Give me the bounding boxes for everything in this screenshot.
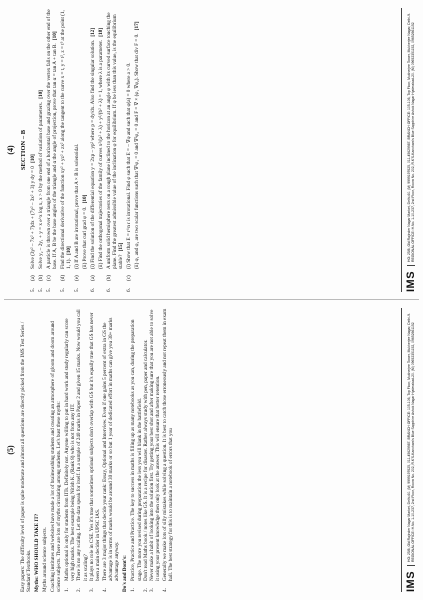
- question-text: [60, 8, 73, 269]
- list-text: Don't read Maths book / notes like GS. It is a recipe for disaster. Rather always study with pen, paper and calculator.: [142, 339, 149, 581]
- list-text: Maths optional is only for students from IITs. Definitely not. Anyone willing to put in hard work and study regularly can score very high marks. The best example being Nitish K. (Rank 8) who is not from any IIT.: [63, 318, 77, 581]
- section-title: SECTION – B: [20, 129, 27, 171]
- question: [82, 8, 88, 292]
- paragraph: Coaching institutes and websites have made a lot of brainwashing students and creating an atmosphere of gloom and doom around science subjects. There are lots of myths circulating among students. Let's bust these myths:: [49, 321, 62, 592]
- question: [60, 8, 73, 292]
- question-body: (i) If A and B are irrotational, prove that A × B is solenoidal.: [74, 143, 81, 269]
- question: [38, 8, 44, 292]
- question-body: A particle is thrown over a triangle from one end of a horizontal base and grazing over the vertex falls on the other end of the base. If A, B be the base angles of the triangle and α the angle of projection, prove that tan α = tan A + tan B.: [45, 9, 59, 269]
- paragraph: Myths: WHO SHOULD TAKE IT?: [34, 513, 41, 592]
- question-marks: [10]: [82, 194, 89, 204]
- question-part: (b): [37, 274, 44, 281]
- list-number: 4.: [101, 588, 108, 592]
- list-text: It plays no role in CSE. Yes it's true that sometimes optional subjects don't overlap with GS but it's equally true that GS has never been a main decider in UPSC IAS.: [88, 312, 102, 581]
- question-part: (e): [74, 275, 81, 281]
- list-item: [102, 308, 121, 592]
- page-5: [0, 300, 423, 600]
- question-number: 5.: [45, 288, 52, 292]
- question-part: [134, 269, 140, 281]
- paragraph: Easy papers: The difficulty level of paper is quite moderate and almost all questions are directly picked from the IMS Test Series / Standard Textbooks.: [20, 321, 33, 592]
- page-5-text: [20, 308, 174, 592]
- footer-line: HO: 25/8, Old Rajinder Nagar Market, Delhi-60. (M) 9999197625, 011-45629987. BRANCH OFFICE: 105-106, Top Floor, Mukherjee Tower, Mukherjee Nagar, Delhi-9.: [406, 313, 411, 562]
- list-number: 1.: [63, 588, 70, 592]
- question-marks: [12]: [89, 28, 96, 37]
- list-number: 2.: [76, 588, 83, 592]
- question-part: [98, 269, 104, 281]
- question: [126, 8, 132, 292]
- question-body: Solve y₂ – 2y₁ + y = x e^x log x, x > 0 by the method of variation of parameters.: [37, 102, 44, 269]
- list-item: [89, 308, 102, 592]
- list-item: [162, 308, 175, 592]
- question-part: (d): [59, 274, 66, 281]
- question-text: [46, 8, 59, 269]
- question-text: [106, 8, 125, 269]
- question-text: [82, 8, 88, 269]
- question-marks: [10]: [52, 31, 59, 41]
- question-number: 5.: [37, 288, 44, 292]
- question: [106, 8, 125, 292]
- question-body: Find the directional derivative of the function xy² + yz² + zx² along the tangent to the curve x = t, y = t², z = t³ at the point (1, 1, 1).: [59, 10, 73, 269]
- list-item: [130, 308, 143, 592]
- question-marks: [17]: [134, 21, 141, 31]
- question-marks: [10]: [37, 90, 44, 99]
- question-part: [82, 269, 88, 281]
- paragraph: Myths around science subjects.: [41, 527, 48, 592]
- question-part: (a): [30, 275, 36, 281]
- question-marks: [10]: [30, 154, 36, 163]
- list-number: 1.: [130, 588, 137, 592]
- page-footer: [401, 8, 420, 292]
- footer-line: REGIONAL OFFICE: H.No. 1-10-237, 2nd Floor, Room No. 202, R.K'S-Kancham's Blue Sapphire Ashok Nagar Hyderabad-20. (M) 09652351152, 09652661152: [411, 22, 415, 262]
- question-number: [134, 281, 140, 292]
- question: [98, 8, 104, 292]
- question-text: [74, 8, 80, 269]
- question-number: 6.: [89, 288, 96, 292]
- list-text: Generally we make lots of silly mistakes while solving a question. It is best to catch those erroneously and not repeat them in exam hall. The best strategy for this is to maintain a notebook of errors that you: [161, 308, 175, 581]
- question-text: [98, 8, 104, 269]
- question-marks: [15]: [118, 242, 125, 252]
- question-text: [134, 8, 140, 269]
- question-part: (a): [89, 275, 96, 281]
- question-number: 6.: [105, 288, 112, 292]
- question-body: (i) Show that E = r^n r is irrotational. Find φ such that E = – ∇φ and such that φ(a) = 0 where a > 0.: [126, 62, 133, 269]
- footer-address: [407, 308, 416, 566]
- footer-line: HO: 25/8, Old Rajinder Nagar Market, Delhi-60. (M) 9999197625, 011-45629987. BRANCH OFFICE: 105-106, Top Floor, Mukherjee Tower, Mukherjee Nagar, Delhi-9.: [406, 13, 411, 262]
- list-text: Practice, Practice and Practice. The key to success in maths is filling up as many notebooks as you can, during the preparation stage. The more you revised during preparation the less you will blank in the battlefield.: [130, 319, 143, 581]
- question-number: [82, 281, 88, 292]
- list-number: 3.: [88, 588, 95, 592]
- question: [74, 8, 80, 292]
- question-part: (c): [126, 275, 133, 281]
- footer-line: REGIONAL OFFICE: H.No. 1-10-237, 2nd Floor, Room No. 202, R.K'S-Kancham's Blue Sapphire Ashok Nagar Hyderabad-20. (M) 09652351152, 09652661152: [411, 322, 415, 562]
- question: [90, 8, 96, 292]
- question-number: 6.: [126, 288, 133, 292]
- list-text: There is no any scaling. Let the data speak for itself. In a sample of 240 marks in Paper 2 and given 15 marks. Now would you call it as scaling?: [76, 309, 89, 581]
- question-number: 5.: [30, 288, 36, 292]
- question-list: [30, 8, 140, 292]
- question-body: A uniform solid hemisphere rests on a rough plane inclined to the horizon at an angle φ with its curved surface touching the plane. Find the greatest admissible value of the inclination φ for equilibrium. If φ be less than this value, is the equilibrium stable?: [105, 12, 125, 269]
- footer-address: [407, 8, 416, 266]
- question-text: [30, 8, 36, 269]
- ims-logo: IMS: [405, 270, 417, 292]
- question-body: (ii) Prove that curl grad φ = 0.: [82, 206, 89, 269]
- page-number: (5): [6, 445, 15, 455]
- page-number: (4): [6, 145, 15, 155]
- list-number: 3.: [149, 588, 156, 592]
- list-item: [149, 308, 162, 592]
- page-footer: [401, 308, 420, 592]
- question-text: [126, 8, 132, 269]
- question-body: Solve (3y² – 7x² + 7)dx + (7y² – 3x² + 3) y dy = 0: [30, 166, 36, 269]
- list-text: There are 3 major things that decide your rank: Essay, Optional and Interview. Even if one gains 5 percent of extra in GS the advantage is in terms of marks would be around 30 marks or so but 1 year of dedicated effort in maths can give you 30+ marks advantage anyway.: [101, 317, 121, 581]
- question-number: [98, 281, 104, 292]
- question-text: [90, 8, 96, 269]
- question: [134, 8, 140, 292]
- question-number: 5.: [74, 288, 81, 292]
- list-number: 2.: [142, 588, 149, 592]
- list-item: [76, 308, 89, 592]
- question-number: 5.: [59, 288, 66, 292]
- list-text: Never make a habit of looking into the solution first. Try getting your best shot and after making sure that you are not able to solve it using your present knowledge then only look at the answer. This will ensure that better retention.: [149, 309, 162, 581]
- question-body: (ii) φ₁ and φ₂ are two scalar functions such that ∇²φ₁ = 0 and ∇²φ₂ = 0 and F = ∇ × (φ₁ ∇φ₂). Show that div F = 0.: [134, 33, 141, 269]
- donts-title: Do's and Dont's:: [122, 555, 129, 592]
- question-body: (i) Find the solution of the differential equation y = 2xp – yp² where p = dy/dx. Also find the singular solution.: [89, 39, 96, 269]
- list-item: [64, 308, 77, 592]
- question: [30, 8, 36, 292]
- question-text: [38, 8, 44, 269]
- question-part: (b): [105, 274, 112, 281]
- list-number: 4.: [161, 588, 168, 592]
- question-part: (c): [45, 275, 52, 281]
- question-marks: [18]: [97, 28, 104, 37]
- question-body: (ii) Find the orthogonal trajectories of the family of curves x²/(a² + λ) + y²/(b² + λ) = 1, where λ is a parameter.: [97, 39, 104, 269]
- ims-logo: IMS: [405, 570, 417, 592]
- question-marks: [10]: [66, 246, 73, 255]
- question: [46, 8, 59, 292]
